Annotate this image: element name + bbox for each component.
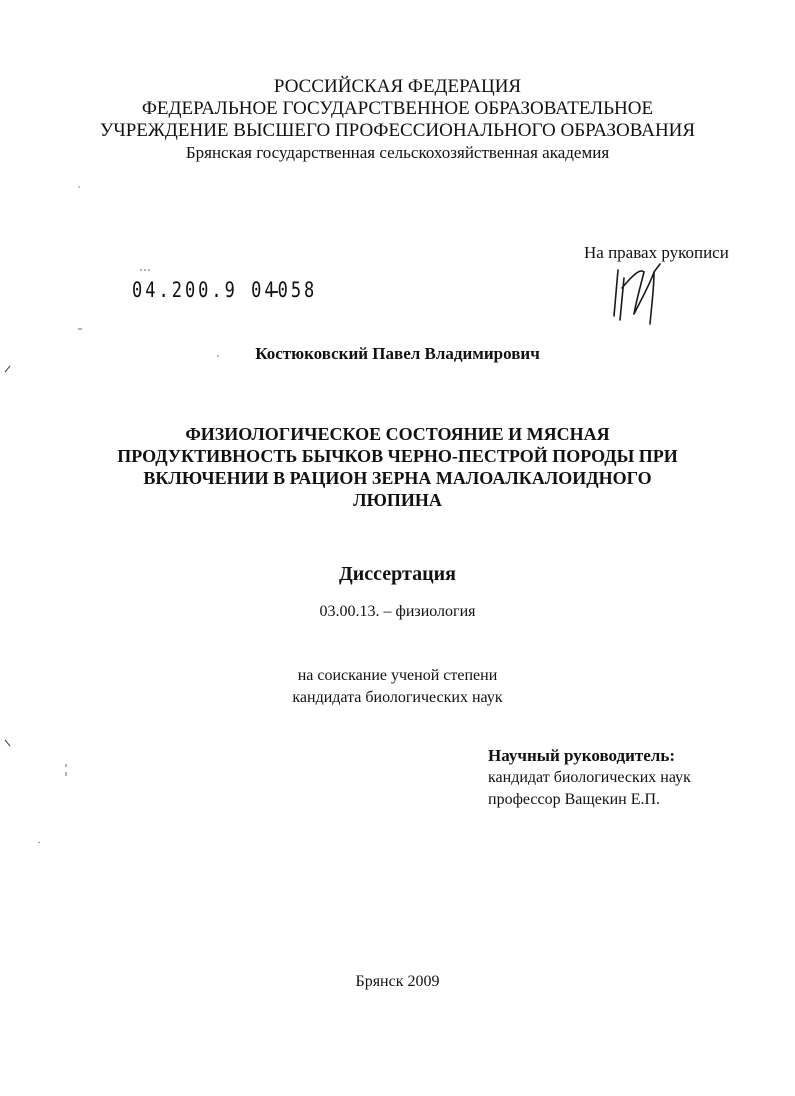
header-line-1: РОССИЙСКАЯ ФЕДЕРАЦИЯ: [273, 76, 522, 97]
document-type: Диссертация: [339, 563, 456, 585]
header-line-3: УЧРЕЖДЕНИЕ ВЫСШЕГО ПРОФЕССИОНАЛЬНОГО ОБРАЗОВАНИЯ: [99, 120, 696, 141]
degree-line-2: кандидата биологических наук: [292, 689, 503, 706]
title-line-4: ЛЮПИНА: [353, 490, 442, 510]
degree-line-1: на соискание ученой степени: [297, 667, 498, 684]
title-line-2: ПРОДУКТИВНОСТЬ БЫЧКОВ ЧЕРНО-ПЕСТРОЙ ПОРОДЫ ПРИ: [117, 446, 678, 466]
manuscript-rights-label: На правах рукописи: [584, 243, 729, 262]
specialty-code: 03.00.13. – физиология: [319, 603, 476, 620]
registration-stamp-number: 04.200.9 04058: [132, 278, 318, 303]
supervisor-degree: кандидат биологических наук: [488, 769, 691, 786]
supervisor-name: профессор Ващекин Е.П.: [488, 791, 661, 808]
header-line-2: ФЕДЕРАЛЬНОЕ ГОСУДАРСТВЕННОЕ ОБРАЗОВАТЕЛЬНОЕ: [141, 98, 654, 119]
author-name: Костюковский Павел Владимирович: [255, 344, 540, 363]
title-line-3: ВКЛЮЧЕНИИ В РАЦИОН ЗЕРНА МАЛОАЛКАЛОИДНОГО: [143, 468, 652, 488]
title-line-1: ФИЗИОЛОГИЧЕСКОЕ СОСТОЯНИЕ И МЯСНАЯ: [185, 424, 610, 444]
header-line-4: Брянская государственная сельскохозяйственная академия: [185, 143, 610, 162]
city-year: Брянск 2009: [355, 973, 440, 990]
supervisor-label: Научный руководитель:: [488, 746, 675, 765]
